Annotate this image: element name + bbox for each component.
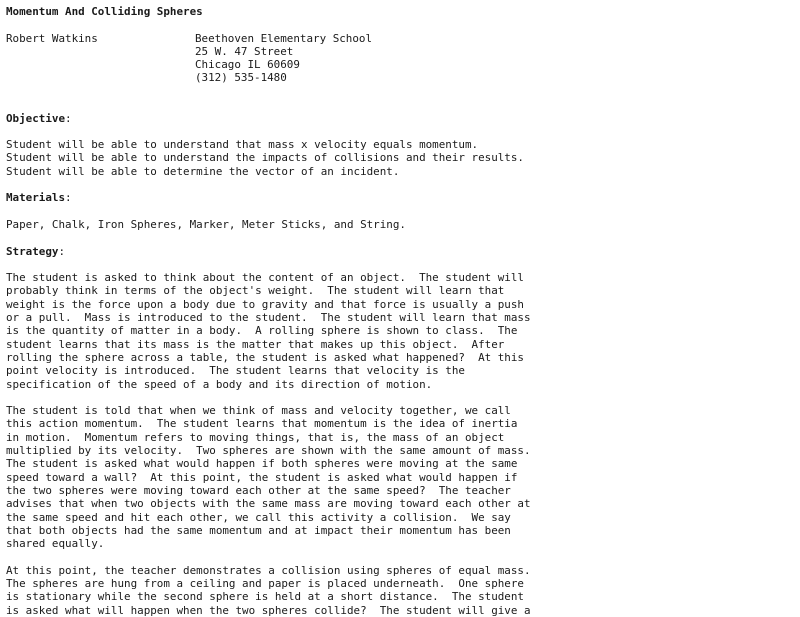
strategy-line: At this point, the teacher demonstrates a collision using spheres of equal mass. [6, 563, 531, 577]
address-line: (312) 535-1480 [195, 71, 287, 85]
materials-heading: Materials: [6, 191, 72, 205]
author-name: Robert Watkins [6, 31, 98, 45]
objective-heading-text: Objective [6, 111, 66, 125]
address-line: Chicago IL 60609 [195, 58, 300, 72]
objective-heading: Objective: [6, 111, 72, 125]
strategy-line: The spheres are hung from a ceiling and paper is placed underneath. One sphere [6, 576, 524, 590]
strategy-line: is stationary while the second sphere is held at a short distance. The student [6, 590, 524, 604]
strategy-line: that both objects had the same momentum and at impact their momentum has been [6, 523, 511, 537]
strategy-line: is the quantity of matter in a body. A rolling sphere is shown to class. The [6, 324, 518, 338]
materials-line: Paper, Chalk, Iron Spheres, Marker, Meter Sticks, and String. [6, 217, 406, 231]
address-line: Beethoven Elementary School [195, 31, 373, 45]
materials-body [6, 218, 796, 231]
strategy-heading-text: Strategy [6, 244, 59, 258]
strategy-line: specification of the speed of a body and its direction of motion. [6, 377, 433, 391]
objective-line: Student will be able to understand that mass x velocity equals momentum. [6, 138, 479, 152]
document-title: Momentum And Colliding Spheres [6, 5, 203, 18]
strategy-line: or a pull. Mass is introduced to the student. The student will learn that mass [6, 311, 531, 325]
objective-body [6, 138, 796, 178]
strategy-line: probably think in terms of the object's weight. The student will learn that [6, 284, 505, 298]
document [6, 5, 796, 617]
objective-line: Student will be able to determine the vector of an incident. [6, 164, 400, 178]
strategy-line: The student is asked what would happen if both spheres were moving at the same [6, 457, 518, 471]
strategy-paragraph-1 [6, 271, 796, 391]
strategy-line: the same speed and hit each other, we call this activity a collision. We say [6, 510, 511, 524]
strategy-heading: Strategy: [6, 244, 66, 258]
strategy-line: The student is asked to think about the content of an object. The student will [6, 271, 524, 285]
school-address [195, 32, 372, 85]
strategy-line: student learns that its mass is the matter that makes up this object. After [6, 337, 505, 351]
objective-line: Student will be able to understand the impacts of collisions and their results. [6, 151, 524, 165]
strategy-line: the two spheres were moving toward each other at the same speed? The teacher [6, 483, 511, 497]
strategy-line: multiplied by its velocity. Two spheres are shown with the same amount of mass. [6, 444, 531, 458]
strategy-line: speed toward a wall? At this point, the student is asked what would happen if [6, 470, 518, 484]
strategy-line: point velocity is introduced. The student learns that velocity is the [6, 364, 465, 378]
address-line: 25 W. 47 Street [195, 44, 294, 58]
strategy-line: rolling the sphere across a table, the student is asked what happened? At this [6, 350, 524, 364]
strategy-line: is asked what will happen when the two spheres collide? The student will give a [6, 603, 531, 617]
strategy-paragraph-2 [6, 404, 796, 550]
strategy-line: advises that when two objects with the same mass are moving toward each other at [6, 497, 531, 511]
materials-heading-text: Materials [6, 191, 66, 205]
strategy-paragraph-3 [6, 564, 796, 617]
strategy-line: shared equally. [6, 537, 105, 551]
strategy-line: in motion. Momentum refers to moving things, that is, the mass of an object [6, 430, 505, 444]
strategy-line: The student is told that when we think of mass and velocity together, we call [6, 404, 511, 418]
author-header [6, 32, 796, 112]
strategy-line: this action momentum. The student learns that momentum is the idea of inertia [6, 417, 518, 431]
strategy-line: weight is the force upon a body due to gravity and that force is usually a push [6, 297, 524, 311]
